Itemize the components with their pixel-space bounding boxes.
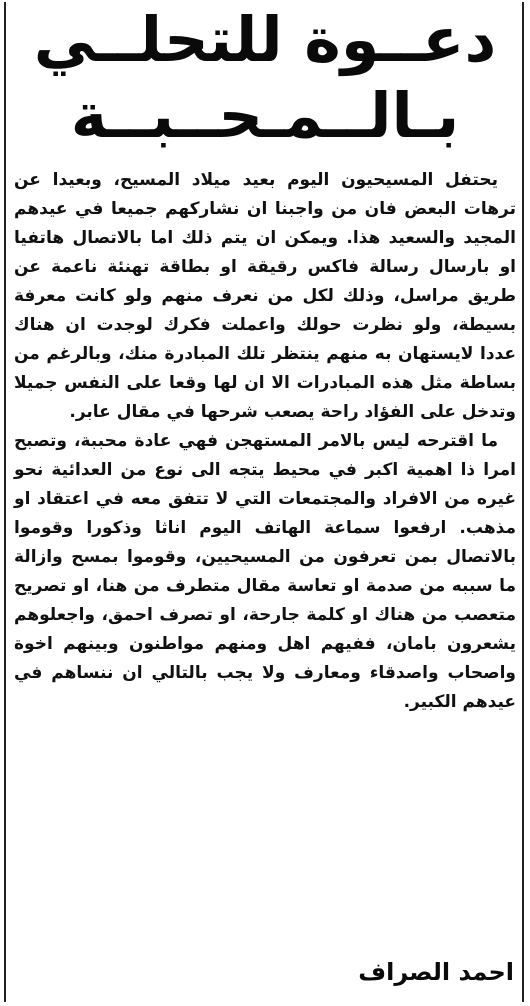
author-signature: احمد الصراف bbox=[358, 958, 514, 986]
article-body bbox=[14, 166, 516, 717]
headline-line-2: بـالــمـحــبــة bbox=[70, 79, 460, 152]
paragraph-1: يحتفل المسيحيون اليوم بعيد ميلاد المسيح، وبعيدا عن ترهات البعض فان من واجبنا ان نشاركهم جميعا في عيدهم المجيد والسعيد هذا. ويمكن ان يتم ذلك اما بالاتصال هاتفيا او بارسال رسالة فاكس رقيقة او بطاقة تهنئة ناعمة عن طريق مراسل، وذلك لكل من نعرف منهم ولو كانت معرفة بسيطة، ولو نظرت حولك واعملت فكرك لوجدت ان هناك عددا لايستهان به منهم ينتظر تلك المبادرة منك، وبالرغم من بساطة مثل هذه المبادرات الا ان لها وقعا على النفس جميلا وتدخل على الفؤاد راحة يصعب شرحها في مقال عابر. bbox=[14, 170, 516, 422]
headline-line-1: دعــوة للتحلــي bbox=[33, 3, 497, 76]
paragraph-2: ما اقترحه ليس بالامر المستهجن فهي عادة محببة، وتصبح امرا ذا اهمية اكبر في محيط يتجه الى نوع من العدائية نحو غيره من الافراد والمجتمعات التي لا تتفق معه في اعتقاد او مذهب. ارفعوا سماعة الهاتف اليوم اناثا وذكورا وقوموا بالاتصال بمن تعرفون من المسيحيين، وقوموا بمسح وازالة ما سببه من صدمة او تعاسة مقال متطرف من هنا، او تصريح متعصب من هناك او كلمة جارحة، او تصرف احمق، واجعلوهم يشعرون بامان، ففيهم اهل ومنهم مواطنون وبينهم اخوة واصحاب واصدقاء ومعارف ولا يجب بالتالي ان ننساهم في عيدهم الكبير. bbox=[14, 431, 516, 712]
